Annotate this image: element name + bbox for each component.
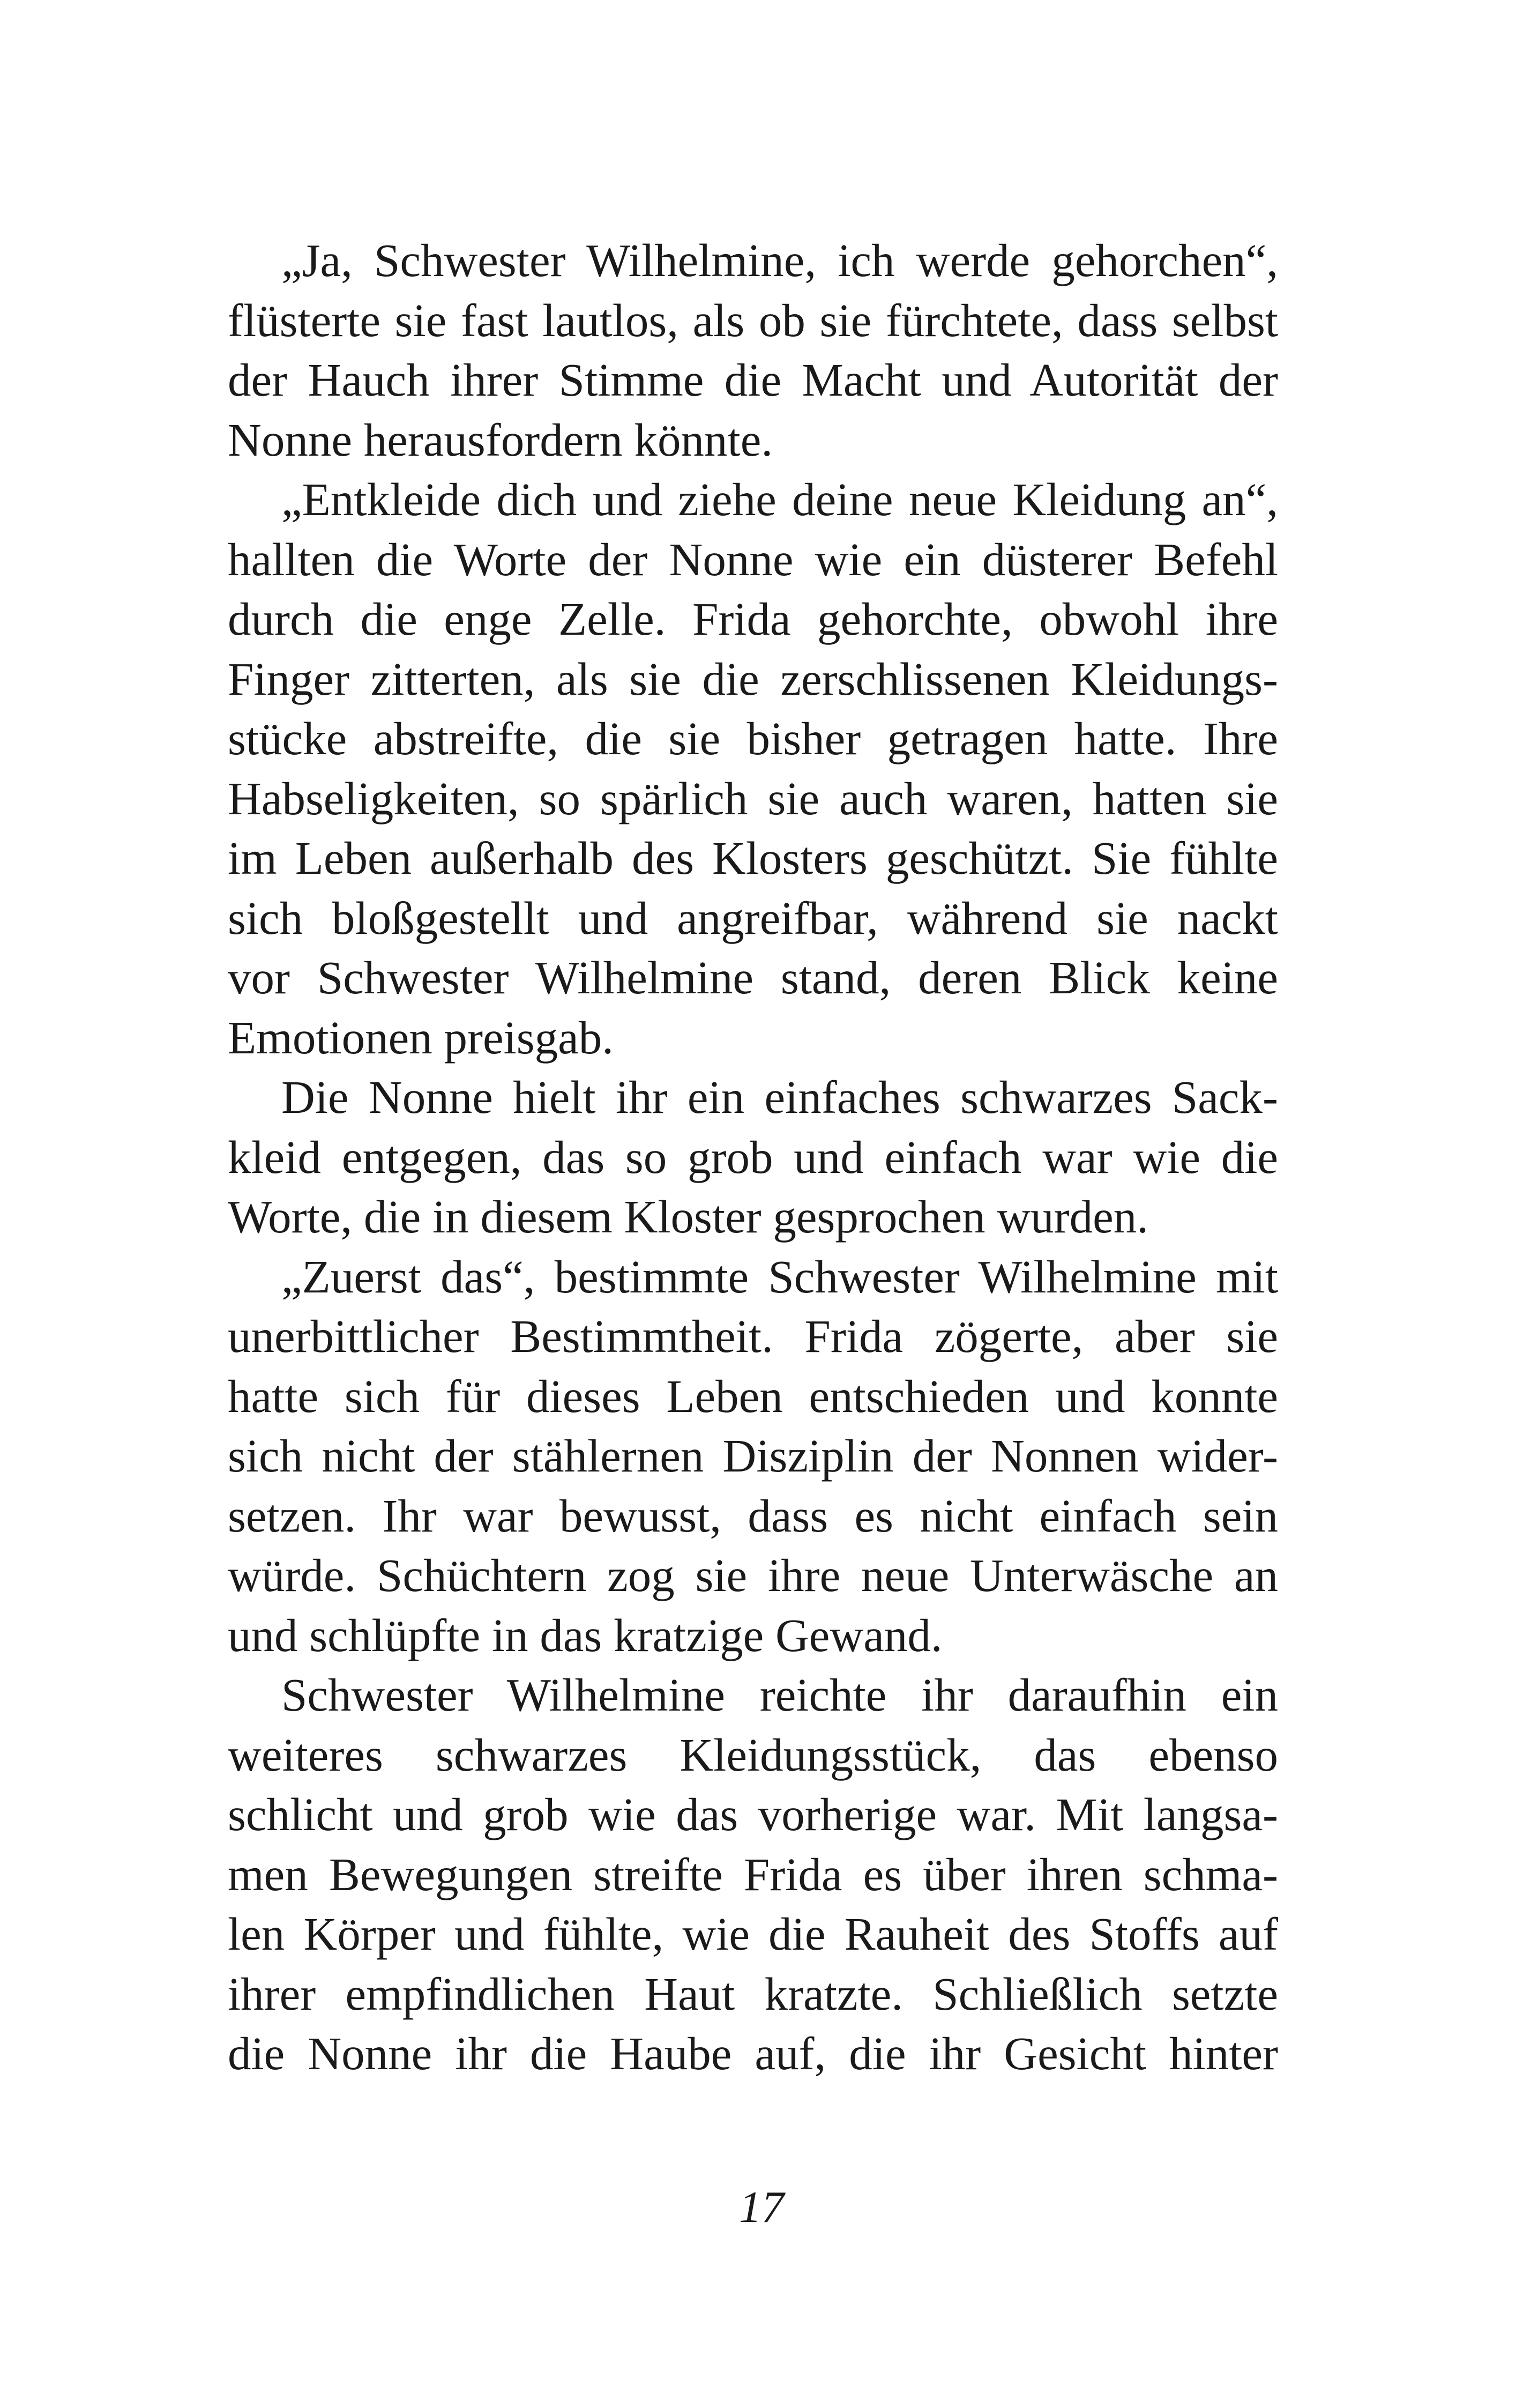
text-line: hallten die Worte der Nonne wie ein düsterer Befehl xyxy=(228,533,1278,585)
text-line: len Körper und fühlte, wie die Rauheit des Stoffs auf xyxy=(228,1908,1278,1960)
text-line: „Entkleide dich und ziehe deine neue Kleidung an“, xyxy=(281,473,1278,525)
text-line: Nonne herausfordern könnte. xyxy=(228,413,773,466)
text-line: schlicht und grob wie das vorherige war. Mit langsa- xyxy=(228,1788,1278,1840)
text-line: Finger zitterten, als sie die zerschlissenen Kleidungs- xyxy=(228,652,1278,705)
text-line: ihrer empfindlichen Haut kratzte. Schließlich setzte xyxy=(228,1967,1278,2020)
text-line: hatte sich für dieses Leben entschieden und konnte xyxy=(228,1370,1278,1422)
text-line: sich nicht der stählernen Disziplin der Nonnen wider- xyxy=(228,1430,1278,1482)
text-line: stücke abstreifte, die sie bisher getragen hatte. Ihre xyxy=(228,712,1278,764)
text-line: durch die enge Zelle. Frida gehorchte, obwohl ihre xyxy=(228,593,1278,645)
text-line: flüsterte sie fast lautlos, als ob sie fürchtete, dass selbst xyxy=(228,294,1278,346)
text-line: setzen. Ihr war bewusst, dass es nicht einfach sein xyxy=(228,1489,1278,1542)
text-line: sich bloßgestellt und angreifbar, während sie nackt xyxy=(228,891,1278,944)
text-line: die Nonne ihr die Haube auf, die ihr Gesicht hinter xyxy=(228,2027,1278,2079)
text-line: „Ja, Schwester Wilhelmine, ich werde gehorchen“, xyxy=(281,234,1278,286)
text-line: Schwester Wilhelmine reichte ihr daraufhin ein xyxy=(281,1669,1278,1721)
text-line: und schlüpfte in das kratzige Gewand. xyxy=(228,1609,943,1661)
text-line: vor Schwester Wilhelmine stand, deren Blick keine xyxy=(228,952,1278,1004)
text-line: Die Nonne hielt ihr ein einfaches schwarzes Sack- xyxy=(281,1071,1278,1123)
text-line: Habseligkeiten, so spärlich sie auch waren, hatten sie xyxy=(228,772,1278,824)
text-line: würde. Schüchtern zog sie ihre neue Unterwäsche an xyxy=(228,1549,1278,1601)
text-line: weiteres schwarzes Kleidungsstück, das ebenso xyxy=(228,1728,1278,1781)
text-line: Emotionen preisgab. xyxy=(228,1011,614,1064)
text-line: Worte, die in diesem Kloster gesprochen wurden. xyxy=(228,1191,1148,1243)
text-line: men Bewegungen streifte Frida es über ihren schma- xyxy=(228,1848,1278,1900)
text-line: „Zuerst das“, bestimmte Schwester Wilhelmine mit xyxy=(281,1250,1278,1303)
page-number: 17 xyxy=(739,2182,784,2232)
text-line: unerbittlicher Bestimmtheit. Frida zögerte, aber sie xyxy=(228,1310,1278,1362)
body-text xyxy=(228,231,1278,2084)
text-line: kleid entgegen, das so grob und einfach war wie die xyxy=(228,1131,1278,1183)
text-line: im Leben außerhalb des Klosters geschützt. Sie fühlte xyxy=(228,832,1278,884)
text-line: der Hauch ihrer Stimme die Macht und Autorität der xyxy=(228,354,1278,406)
